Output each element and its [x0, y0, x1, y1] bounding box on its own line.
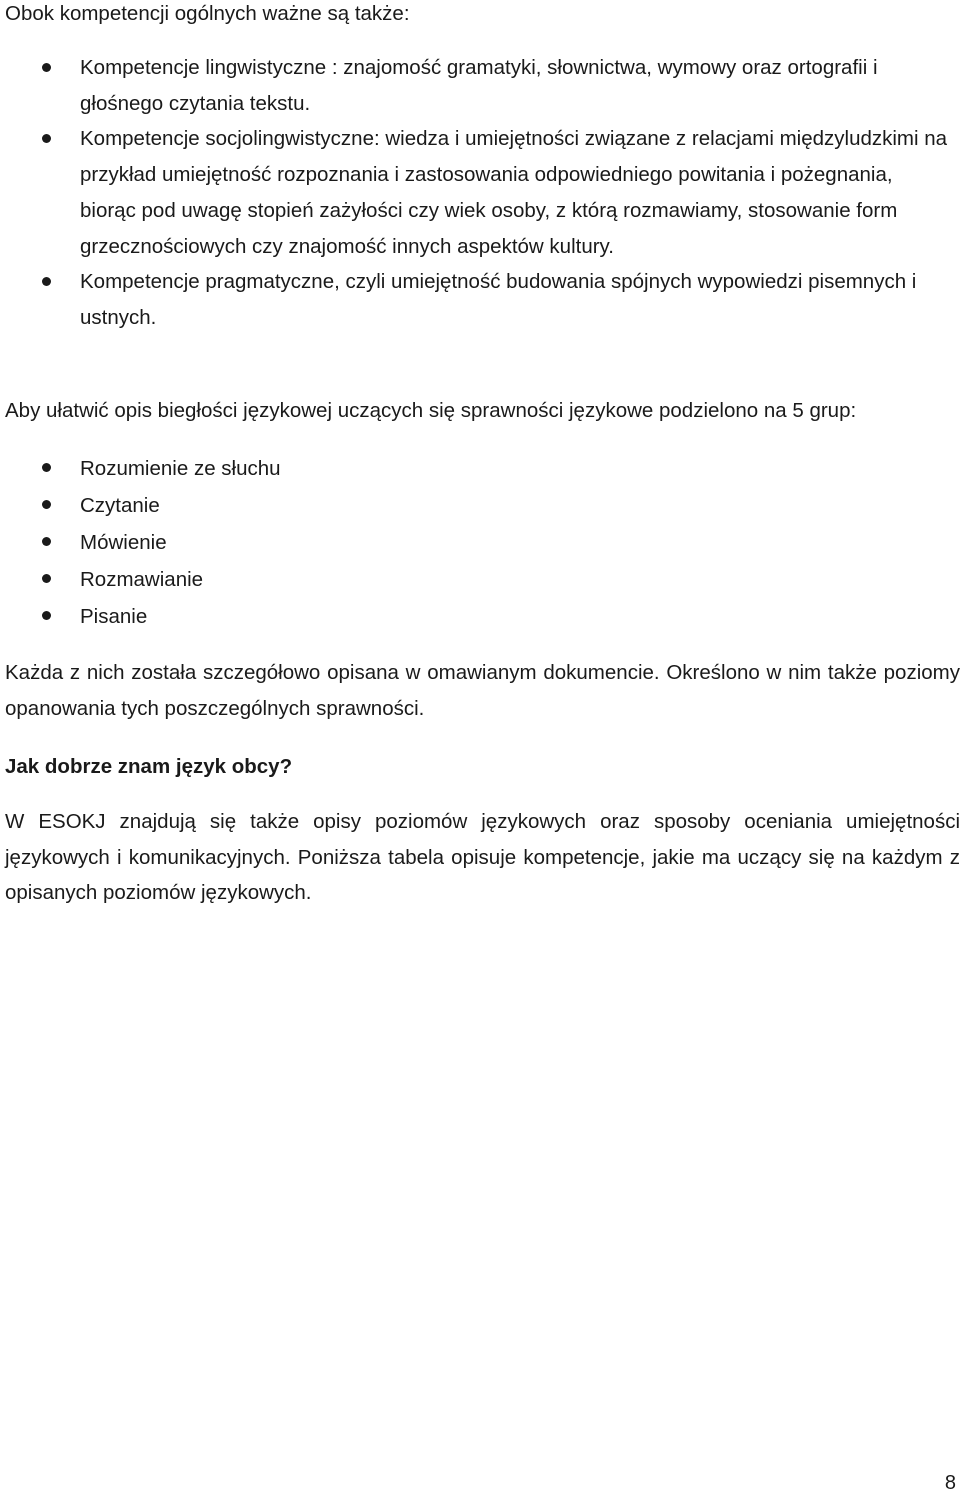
bullet-icon [42, 574, 51, 583]
skills-list [0, 450, 960, 635]
intro-text: Obok kompetencji ogólnych ważne są także: [5, 2, 410, 25]
list-item [0, 450, 960, 487]
bullet-icon [42, 277, 51, 286]
bullet-icon [42, 63, 51, 72]
bullet-icon [42, 134, 51, 143]
list-item-text: Pisanie [80, 605, 148, 628]
skills-description-text: Każda z nich została szczegółowo opisana w omawianym dokumencie. Określono w nim także poziomy opanowania tych poszczególnych sprawności. [5, 661, 960, 720]
list-item [0, 487, 960, 524]
list-item-text: Kompetencje pragmatyczne, czyli umiejętność budowania spójnych wypowiedzi pisemnych i ustnych. [80, 270, 917, 329]
skills-intro-text: Aby ułatwić opis biegłości językowej uczących się sprawności językowe podzielono na 5 grup: [5, 399, 857, 422]
list-item-text: Mówienie [80, 531, 167, 554]
list-item-text: Czytanie [80, 494, 160, 517]
bullet-icon [42, 611, 51, 620]
page-number: 8 [944, 1472, 956, 1494]
list-item [0, 524, 960, 561]
list-item-text: Rozmawianie [80, 568, 204, 591]
list-item [0, 561, 960, 598]
esokj-paragraph: W ESOKJ znajdują się także opisy poziomów językowych oraz sposoby oceniania umiejętności językowych i komunikacyjnych. Poniższa tabela opisuje kompetencje, jakie ma uczący się na każdym z opisanych poziomów językowych. [5, 810, 960, 904]
list-item [0, 598, 960, 635]
competence-list [0, 50, 960, 336]
list-item-text: Rozumienie ze słuchu [80, 457, 281, 480]
list-item [0, 121, 960, 264]
list-item [0, 264, 960, 335]
bullet-icon [42, 463, 51, 472]
list-item-text: Kompetencje lingwistyczne : znajomość gramatyki, słownictwa, wymowy oraz ortografii i głośnego czytania tekstu. [80, 56, 878, 115]
bullet-icon [42, 537, 51, 546]
list-item-text: Kompetencje socjolingwistyczne: wiedza i umiejętności związane z relacjami międzyludzkimi na przykład umiejętność rozpoznania i zastosowania odpowiedniego powitania i pożegnania, biorąc pod uwagę stopień zażyłości czy wiek osoby, z którą rozmawiamy, stosowanie form grzecznościowych czy znajomość innych aspektów kultury. [80, 127, 948, 258]
section-heading: Jak dobrze znam język obcy? [5, 755, 293, 778]
list-item [0, 50, 960, 121]
bullet-icon [42, 500, 51, 509]
